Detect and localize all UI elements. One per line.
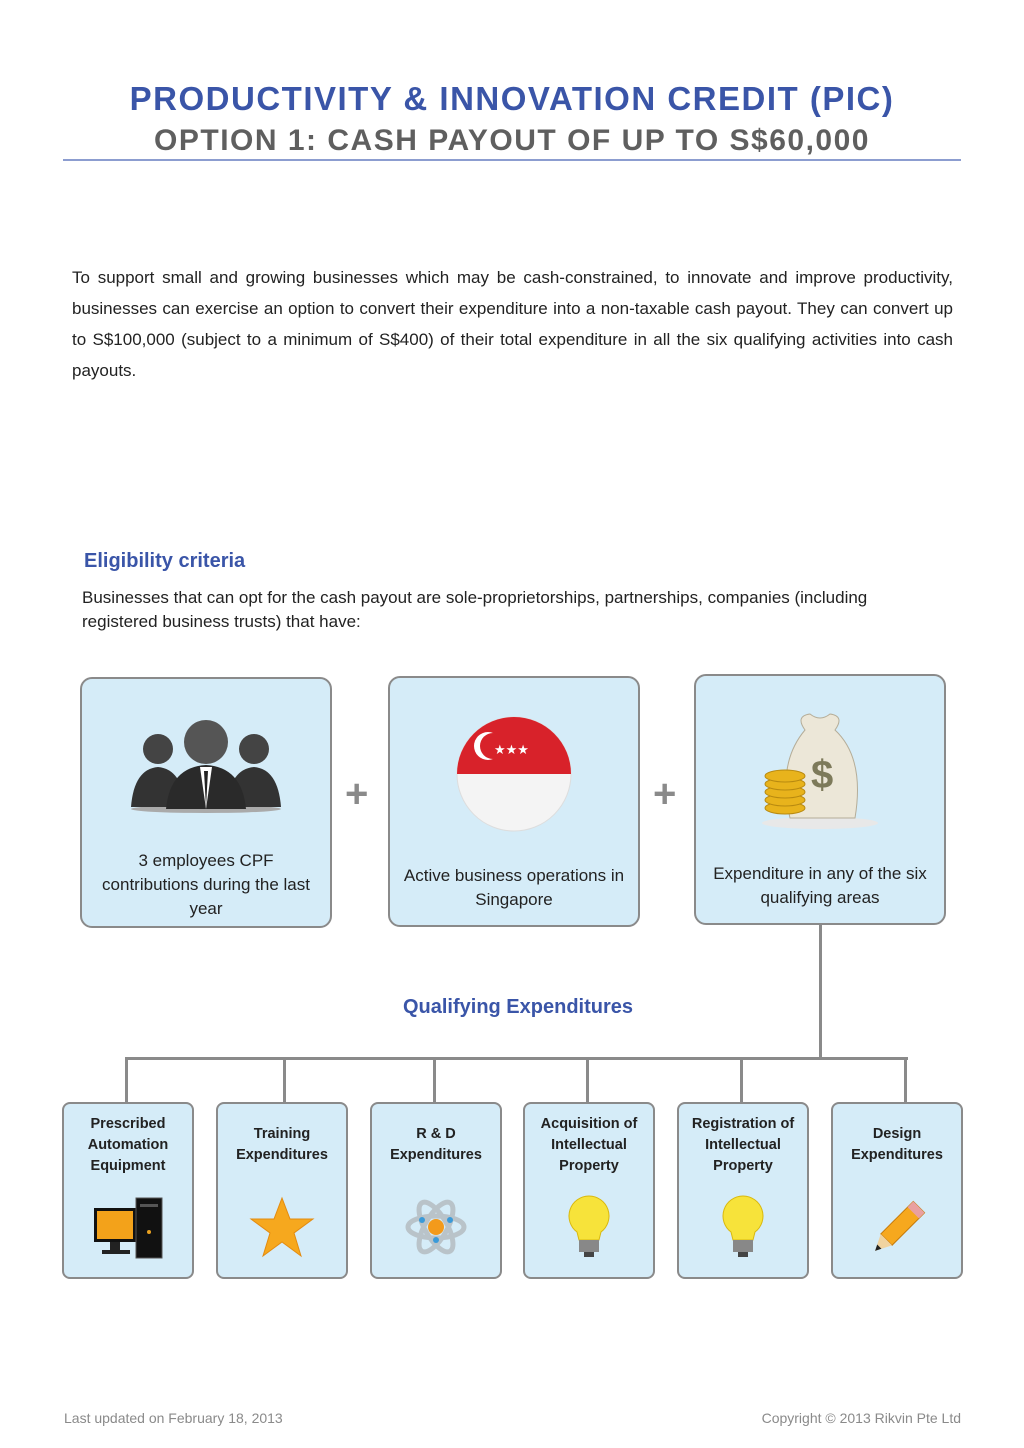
employees-icon (126, 719, 286, 814)
page-title: PRODUCTIVITY & INNOVATION CREDIT (PIC) (129, 80, 895, 117)
last-updated: Last updated on February 18, 2013 (64, 1410, 283, 1426)
connector-line (819, 925, 822, 1059)
title-divider (63, 159, 961, 161)
connector-line (125, 1057, 128, 1102)
svg-text:$: $ (811, 753, 834, 797)
plus-sign: + (653, 772, 677, 816)
eligibility-heading: Eligibility criteria (84, 550, 246, 572)
qualifying-label: Design Expenditures (851, 1126, 943, 1163)
star-icon (249, 1196, 315, 1258)
criterion-employees (80, 677, 332, 928)
connector-line (283, 1057, 286, 1102)
criterion-label: Expenditure in any of the six qualifying areas (713, 864, 927, 907)
connector-line (433, 1057, 436, 1102)
connector-line (904, 1057, 907, 1102)
singapore-flag-icon (454, 714, 574, 834)
svg-text:★★★: ★★★ (494, 742, 529, 757)
qualifying-item-training (216, 1102, 348, 1279)
qualifying-item-ip-acquisition (523, 1102, 655, 1279)
computer-icon (92, 1196, 164, 1262)
page-subtitle: OPTION 1: CASH PAYOUT OF UP TO S$60,000 (154, 124, 870, 157)
qualifying-item-rd (370, 1102, 502, 1279)
intro-paragraph: To support small and growing businesses which may be cash-constrained, to innovate and improve productivity, businesses can exercise an option to convert their expenditure into a non-taxable cash payout. They can convert up to S$100,000 (subject to a minimum of S$400) of their total expenditure in all the six qualifying activities into cash payouts. (72, 268, 953, 380)
plus-sign: + (345, 772, 369, 816)
qualifying-item-design (831, 1102, 963, 1279)
qualifying-label: Registration of Intellectual Property (691, 1116, 795, 1174)
qualifying-label: Prescribed Automation Equipment (87, 1116, 169, 1174)
connector-line (740, 1057, 743, 1102)
qualifying-item-automation (62, 1102, 194, 1279)
criterion-singapore (388, 676, 640, 927)
qualifying-label: Acquisition of Intellectual Property (540, 1116, 638, 1174)
qualifying-label: Training Expenditures (236, 1126, 328, 1163)
connector-line (125, 1057, 908, 1060)
criterion-label: 3 employees CPF contributions during the last year (102, 851, 310, 918)
qualifying-item-ip-registration (677, 1102, 809, 1279)
money-bag-icon (755, 708, 885, 833)
criterion-label: Active business operations in Singapore (403, 866, 625, 909)
connector-line (586, 1057, 589, 1102)
lightbulb-icon (721, 1194, 765, 1260)
pencil-icon (864, 1196, 930, 1262)
atom-icon (405, 1196, 467, 1258)
criterion-expenditure (694, 674, 946, 925)
qualifying-label: R & D Expenditures (390, 1126, 482, 1163)
qualifying-heading: Qualifying Expenditures (402, 996, 634, 1018)
copyright: Copyright © 2013 Rikvin Pte Ltd (761, 1410, 961, 1426)
eligibility-text: Businesses that can opt for the cash payout are sole-proprietorships, partnerships, companies (including registered business trusts) that have: (82, 588, 868, 631)
lightbulb-icon (567, 1194, 611, 1260)
